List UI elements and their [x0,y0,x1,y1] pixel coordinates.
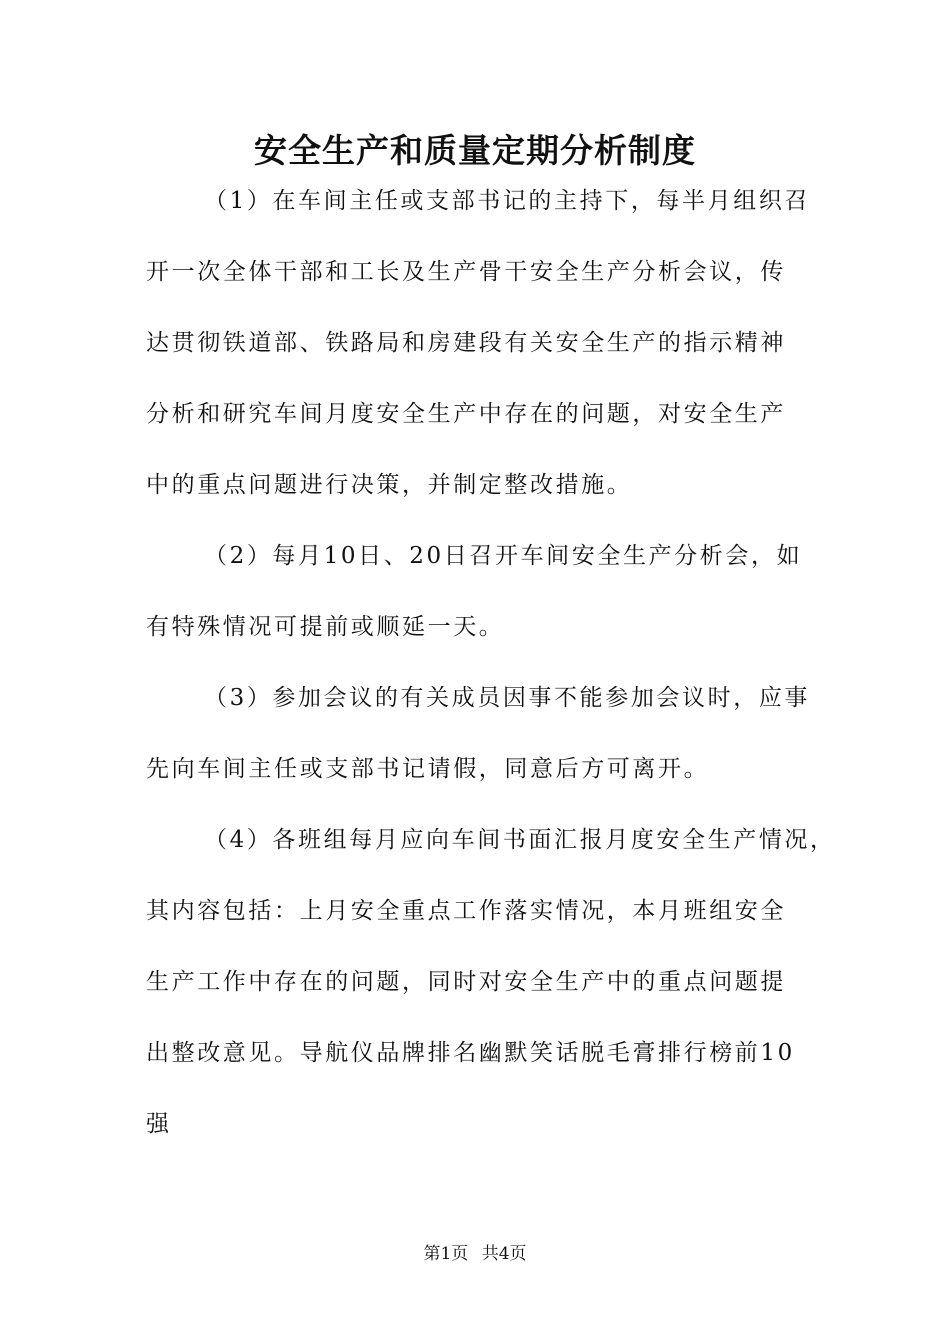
paragraph-line: 达贯彻铁道部、铁路局和房建段有关安全生产的指示精神 [146,330,786,356]
paragraph-line: 分析和研究车间月度安全生产中存在的问题，对安全生产 [146,401,786,427]
paragraph-line: 其内容包括：上月安全重点工作落实情况，本月班组安全 [146,898,786,924]
page-total: 共4页 [481,1244,527,1264]
document-title: 安全生产和质量定期分析制度 [254,131,696,170]
paragraph-line: 中的重点问题进行决策，并制定整改措施。 [146,472,633,498]
document-body [146,176,836,1170]
paragraph-line: （1）在车间主任或支部书记的主持下，每半月组织召 [204,188,811,214]
paragraph-line: （2）每月10日、20日召开车间安全生产分析会，如 [204,543,803,569]
paragraph-line: （4）各班组每月应向车间书面汇报月度安全生产情况， [204,827,836,853]
page-footer [0,1242,950,1266]
paragraph-line: 出整改意见。导航仪品牌排名幽默笑话脱毛膏排行榜前10 [146,1040,795,1066]
paragraph-line: （3）参加会议的有关成员因事不能参加会议时，应事 [204,685,811,711]
paragraph-line: 开一次全体干部和工长及生产骨干安全生产分析会议，传 [146,259,786,285]
paragraph-line: 强 [146,1111,172,1137]
page-number: 第1页 [423,1244,469,1264]
paragraph-line: 有特殊情况可提前或顺延一天。 [146,614,505,640]
paragraph-line: 先向车间主任或支部书记请假，同意后方可离开。 [146,756,710,782]
paragraph-line: 生产工作中存在的问题，同时对安全生产中的重点问题提 [146,969,786,995]
